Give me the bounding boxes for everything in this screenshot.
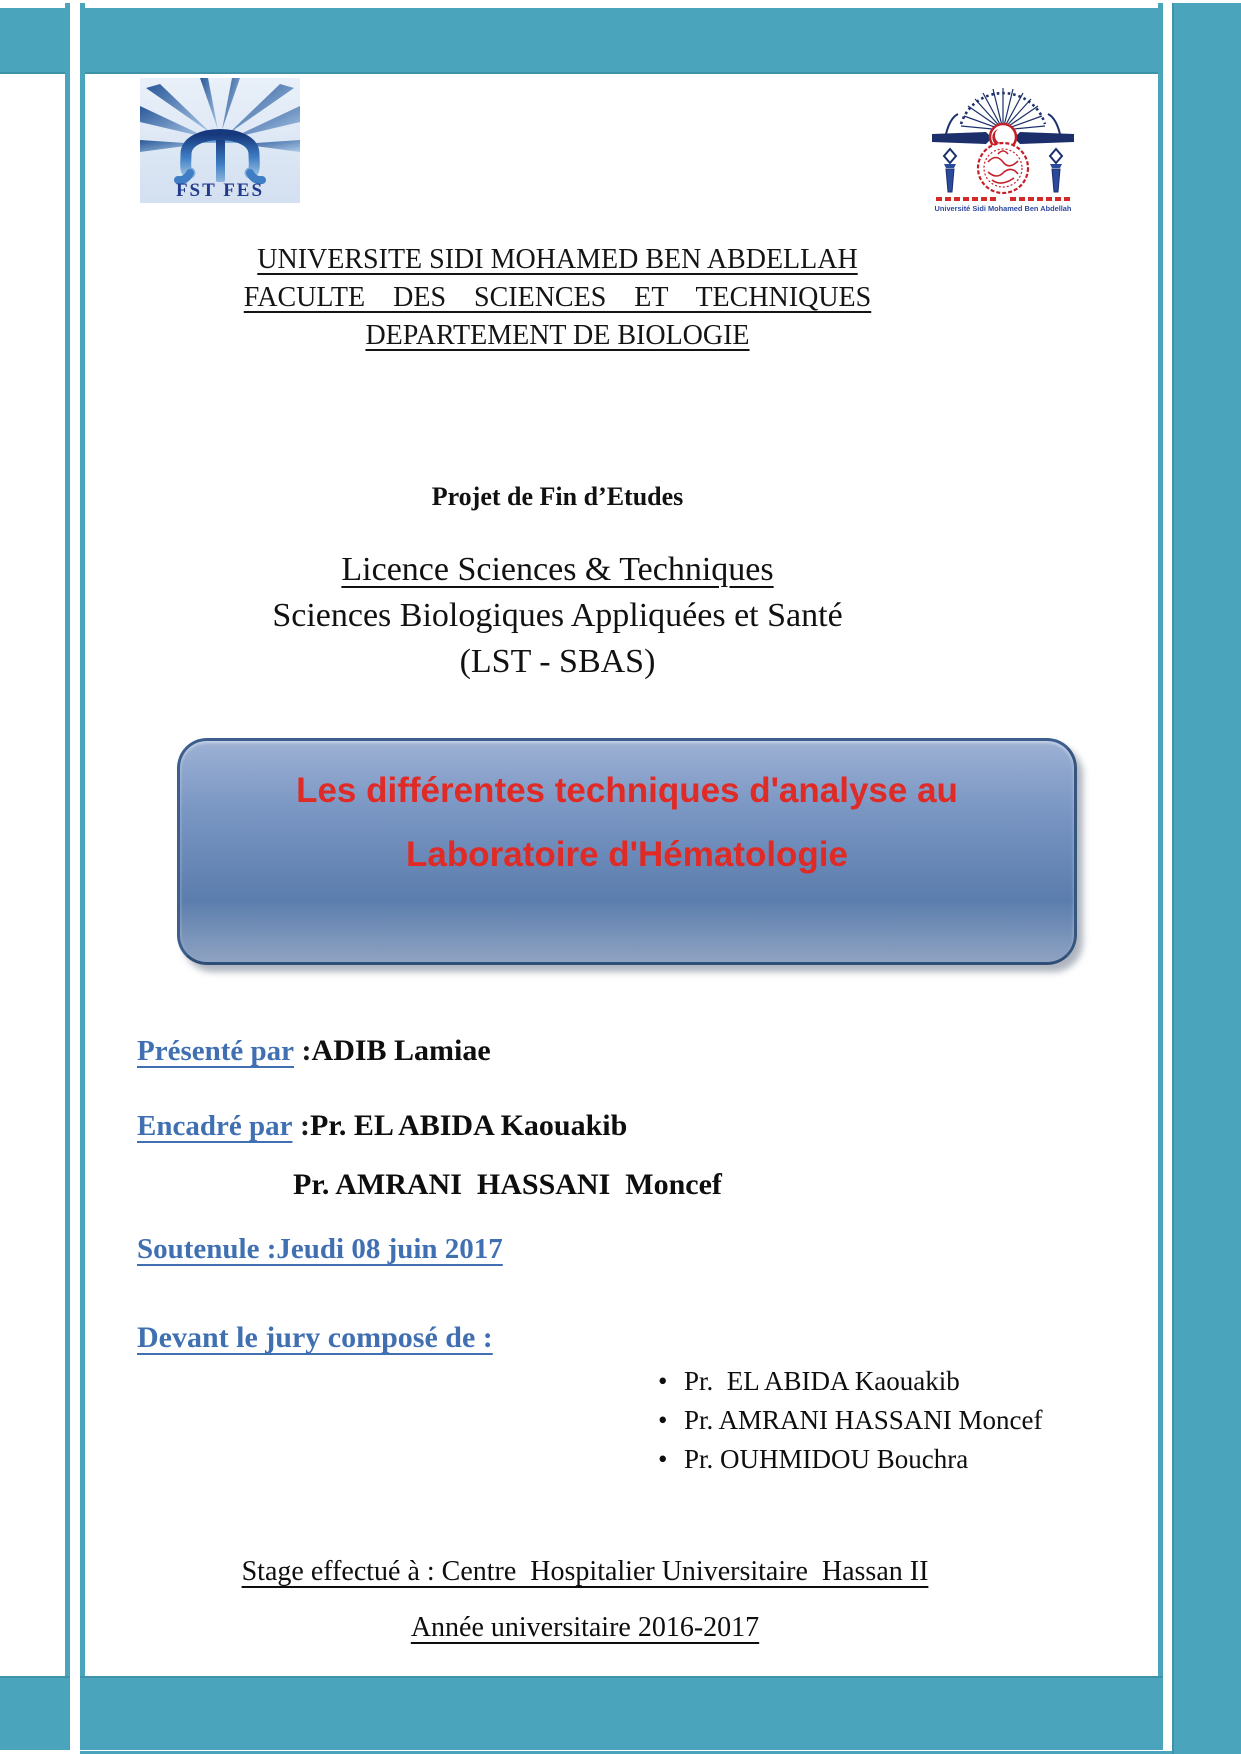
border-gap (1163, 8, 1172, 74)
jury-member-name: Pr. AMRANI HASSANI Moncef (684, 1405, 1043, 1435)
thesis-title-line2: Laboratoire d'Hématologie (406, 834, 848, 874)
left-border-line (80, 3, 85, 1676)
co-supervisor-line (293, 1168, 722, 1202)
usmba-logo (928, 84, 1078, 214)
department-name: DEPARTEMENT DE BIOLOGIE (365, 320, 750, 351)
presented-by-label: Présenté par (137, 1035, 295, 1067)
border-gap (70, 8, 80, 74)
left-border-line (65, 3, 70, 1676)
fst-fes-logo (140, 78, 300, 203)
faculty-name: FACULTE DES SCIENCES ET TECHNIQUES (243, 282, 872, 313)
university-name: UNIVERSITE SIDI MOHAMED BEN ABDELLAH (257, 244, 858, 275)
usmba-logo-graphic (928, 84, 1078, 214)
project-kicker: Projet de Fin d’Etudes (431, 482, 684, 511)
fst-fes-logo-text: FST FES (175, 180, 265, 201)
thesis-title-line1: Les différentes techniques d'analyse au (296, 770, 958, 810)
jury-member-name: Pr. OUHMIDOU Bouchra (684, 1444, 969, 1474)
border-gap (70, 1676, 80, 1751)
jury-heading: Devant le jury composé de : (137, 1321, 493, 1354)
colon-separator: : (292, 1109, 310, 1142)
jury-list (658, 1362, 1043, 1479)
degree-abbreviation: (LST - SBAS) (459, 643, 656, 680)
bullet-icon: • (658, 1444, 668, 1474)
specialty-name: Sciences Biologiques Appliquées et Santé (272, 597, 843, 634)
jury-member (658, 1362, 1043, 1401)
degree-name: Licence Sciences & Techniques (341, 551, 774, 588)
thesis-title-box (177, 738, 1077, 965)
academic-year-line: Année universitaire 2016-2017 (410, 1612, 760, 1643)
university-header (135, 241, 980, 355)
presented-by-line (137, 1034, 491, 1068)
bullet-icon: • (658, 1405, 668, 1435)
bullet-icon: • (658, 1366, 668, 1396)
supervised-by-line (137, 1109, 627, 1143)
border-gap (1163, 1676, 1172, 1751)
supervisor-name: Pr. EL ABIDA Kaouakib (309, 1109, 628, 1142)
supervised-by-label: Encadré par (137, 1110, 293, 1142)
defense-date-line (137, 1233, 503, 1266)
defense-date-text: Soutenule :Jeudi 08 juin 2017 (137, 1233, 503, 1265)
jury-member-name: Pr. EL ABIDA Kaouakib (684, 1366, 960, 1396)
co-supervisor-name: Pr. AMRANI HASSANI Moncef (293, 1168, 722, 1201)
top-border-band (0, 8, 1241, 74)
right-border-line (1158, 3, 1163, 1676)
right-border-bar (1172, 3, 1241, 1754)
fst-fes-logo-graphic (140, 78, 300, 203)
colon-separator: : (294, 1034, 312, 1067)
usmba-logo-caption: Université Sidi Mohamed Ben Abdellah (934, 204, 1072, 213)
jury-member (658, 1440, 1043, 1479)
degree-block (135, 547, 980, 685)
author-name: ADIB Lamiae (311, 1034, 491, 1067)
jury-member (658, 1401, 1043, 1440)
bottom-border-band (0, 1676, 1241, 1750)
internship-location-line: Stage effectué à : Centre Hospitalier Universitaire Hassan II (241, 1556, 929, 1587)
